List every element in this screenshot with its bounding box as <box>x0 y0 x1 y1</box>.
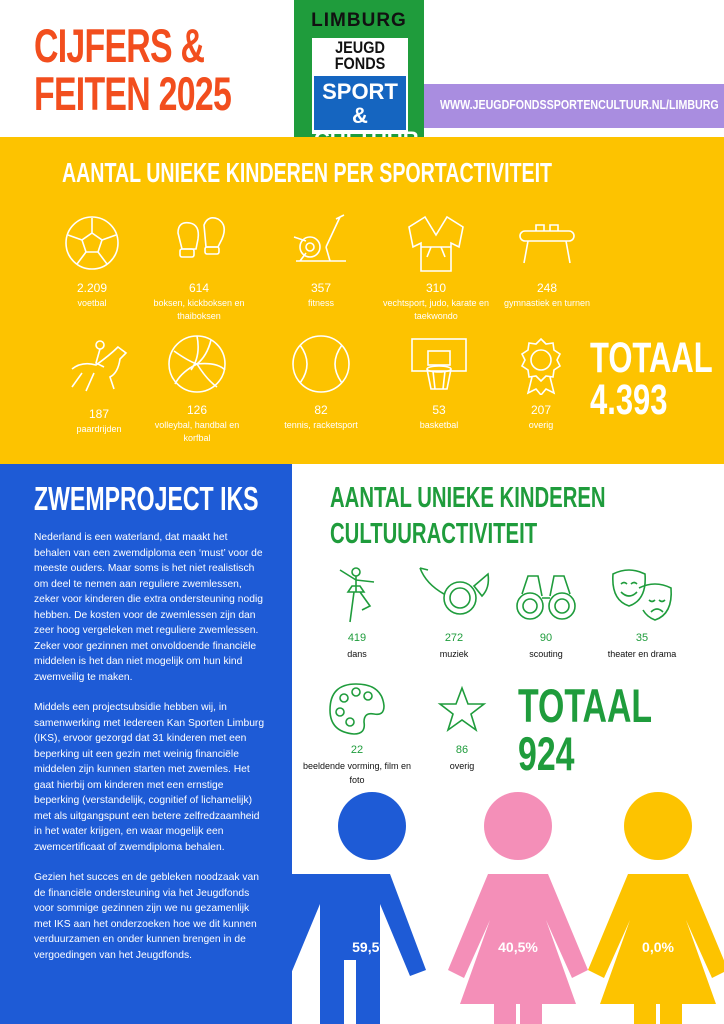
sport-item-fitness <box>266 213 376 310</box>
french-horn-icon <box>416 564 492 626</box>
sport-label: gymnastiek en turnen <box>503 298 591 308</box>
title-line-1: CIJFERS & <box>34 19 205 72</box>
sport-label: basketbal <box>419 420 459 430</box>
sport-value: 2.209 <box>76 281 108 295</box>
sport-label: vechtsport, judo, karate en taekwondo <box>382 298 490 321</box>
sport-item-gymnastiek <box>492 213 602 310</box>
culture-total-label: TOTAAL <box>518 679 653 732</box>
exercise-bike-icon <box>286 213 356 273</box>
culture-heading-line-2: CULTUURACTIVITEIT <box>330 518 538 550</box>
theater-masks-icon <box>609 564 675 626</box>
sport-value: 126 <box>186 403 208 417</box>
culture-label: theater en drama <box>607 649 677 659</box>
culture-item-theater <box>582 564 702 661</box>
sport-item-paardrijden <box>44 339 154 436</box>
culture-total <box>518 679 653 780</box>
swim-section <box>0 464 292 1024</box>
url-banner[interactable] <box>424 84 724 128</box>
sport-label: boksen, kickboksen en thaiboksen <box>153 298 245 321</box>
sport-value: 248 <box>536 281 558 295</box>
logo-wordmark <box>319 40 401 72</box>
sport-value: 310 <box>425 281 447 295</box>
sport-value: 53 <box>432 403 446 417</box>
sport-label: overig <box>528 420 554 430</box>
logo-sport-cultuur <box>314 76 406 130</box>
star-icon <box>436 684 488 738</box>
girls-percentage: 40,5% <box>498 939 538 955</box>
sport-label: tennis, racketsport <box>284 420 358 430</box>
gender-figures <box>292 790 724 1024</box>
sport-item-volleybal <box>142 333 252 445</box>
culture-value: 90 <box>539 632 553 644</box>
logo-line-1: JEUGD <box>335 38 385 57</box>
girl-figure-icon <box>448 792 588 1024</box>
culture-total-value: 924 <box>518 727 575 780</box>
sport-heading: AANTAL UNIEKE KINDEREN PER SPORTACTIVITEIT <box>62 157 553 188</box>
culture-label: muziek <box>439 649 469 659</box>
boys-percentage: 59,5% <box>352 939 392 955</box>
sport-label: volleybal, handbal en korfbal <box>154 420 240 443</box>
culture-value: 272 <box>444 632 464 644</box>
culture-label: beeldende vorming, film en foto <box>302 761 412 785</box>
culture-item-beeldende-vorming <box>297 680 417 787</box>
tennis-ball-icon <box>290 333 352 395</box>
horse-rider-icon <box>64 339 134 399</box>
award-badge-icon <box>516 337 566 395</box>
basketball-hoop-icon <box>408 337 470 395</box>
volleyball-icon <box>166 333 228 395</box>
page-title <box>34 19 232 120</box>
culture-value: 22 <box>350 744 364 756</box>
soccer-ball-icon <box>62 213 122 273</box>
website-link[interactable]: WWW.JEUGDFONDSSPORTENCULTUUR.NL/LIMBURG <box>440 97 719 112</box>
sport-label: paardrijden <box>76 424 122 434</box>
boy-figure-icon <box>292 792 426 1024</box>
culture-heading-line-1: AANTAL UNIEKE KINDEREN <box>330 482 606 514</box>
girl-figure-icon <box>588 792 724 1024</box>
jeugdfonds-logo <box>294 0 424 137</box>
binoculars-icon <box>514 564 578 626</box>
sport-item-tennis <box>266 333 376 432</box>
sport-total-label: TOTAAL <box>590 334 713 382</box>
culture-item-overig <box>402 684 522 773</box>
other-percentage: 0,0% <box>642 939 674 955</box>
sport-value: 82 <box>314 403 328 417</box>
swim-paragraph: Gezien het succes en de gebleken noodzaak van de financiële ondersteuning via het Jeugdfonds voor sommige gezinnen zijn we nu gezamenlijk met IKS aan het onderzoeken hoe we dit kunnen verduurzamen en onder kunnen brengen in de vergoedingen van het Jeugdfonds. <box>34 872 259 961</box>
title-line-2: FEITEN 2025 <box>34 67 232 120</box>
sport-value: 187 <box>88 407 110 421</box>
sport-value: 357 <box>310 281 332 295</box>
culture-label: dans <box>347 649 367 659</box>
sport-total-value: 4.393 <box>590 376 668 424</box>
sport-section <box>0 137 724 464</box>
swim-heading: ZWEMPROJECT IKS <box>34 480 259 517</box>
logo-line-3: SPORT & <box>322 79 398 128</box>
culture-label: scouting <box>529 649 563 659</box>
sport-item-basketbal <box>384 337 494 432</box>
logo-inner <box>312 38 408 134</box>
logo-region: LIMBURG <box>311 10 407 31</box>
judo-gi-icon <box>401 213 471 273</box>
sport-item-boksen <box>144 213 254 323</box>
culture-label: overig <box>449 761 475 771</box>
culture-value: 86 <box>455 744 469 756</box>
sport-label: fitness <box>307 298 334 308</box>
boxing-gloves-icon <box>164 213 234 273</box>
paint-palette-icon <box>326 680 388 738</box>
swim-body <box>34 530 266 978</box>
sport-item-vechtsport <box>381 213 491 323</box>
sport-total <box>590 334 713 424</box>
sport-item-voetbal <box>37 213 147 310</box>
sport-item-overig <box>486 337 596 432</box>
swim-paragraph: Nederland is een waterland, dat maakt het behalen van een zwemdiploma een ‘must’ voor de meeste ouders. Maar soms is het niet realistisch om deel te nemen aan reguliere zwemlessen, zeker voor kinderen die extra ondersteuning nodig hebben. De kosten voor de zwemlessen zijn dan zeer hoog vergeleken met reguliere zwemlessen. Zeker voor gezinnen met onvoldoende financiële middelen is het dan niet mogelijk om hun kind zwemveilig te maken. <box>34 532 263 683</box>
sport-value: 207 <box>530 403 552 417</box>
culture-heading <box>330 480 606 552</box>
sport-value: 614 <box>188 281 210 295</box>
swim-paragraph: Middels een projectsubsidie hebben wij, in samenwerking met Iedereen Kan Sporten Limburg (IKS), ervoor gezorgd dat 31 kinderen met een beperking uit een gezin met weinig financiële middelen zijn kunnen starten met zwemles. Het gaat hierbij om kinderen met een ernstige beperking (verstandelijk, cognitief of lichamelijk) met als uitgangspunt een betere zelfredzaamheid in het water krijgen, en waar mogelijk een zwemcertificaat of zwemdiploma behalen. <box>34 702 265 853</box>
pommel-horse-icon <box>512 213 582 273</box>
culture-value: 35 <box>635 632 649 644</box>
culture-value: 419 <box>347 632 367 644</box>
logo-line-2: FONDS <box>334 54 386 73</box>
dancer-icon <box>332 564 382 626</box>
sport-label: voetbal <box>77 298 107 308</box>
